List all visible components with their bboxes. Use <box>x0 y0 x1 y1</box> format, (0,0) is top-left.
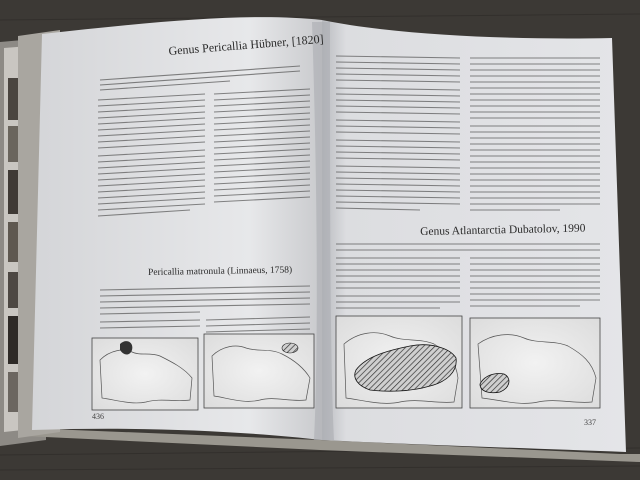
right-page-number: 337 <box>584 418 596 427</box>
map-left-2 <box>204 334 314 408</box>
map-right-2 <box>470 318 600 408</box>
left-page-number: 436 <box>92 412 104 421</box>
right-genus-heading: Genus Atlantarctia Dubatolov, 1990 <box>420 222 586 238</box>
map-right-1 <box>336 316 462 408</box>
left-species-heading: Pericallia matronula (Linnaeus, 1758) <box>148 265 293 278</box>
left-genus-heading: Genus Pericallia Hübner, [1820] <box>168 31 325 58</box>
map-left-1 <box>92 338 198 410</box>
